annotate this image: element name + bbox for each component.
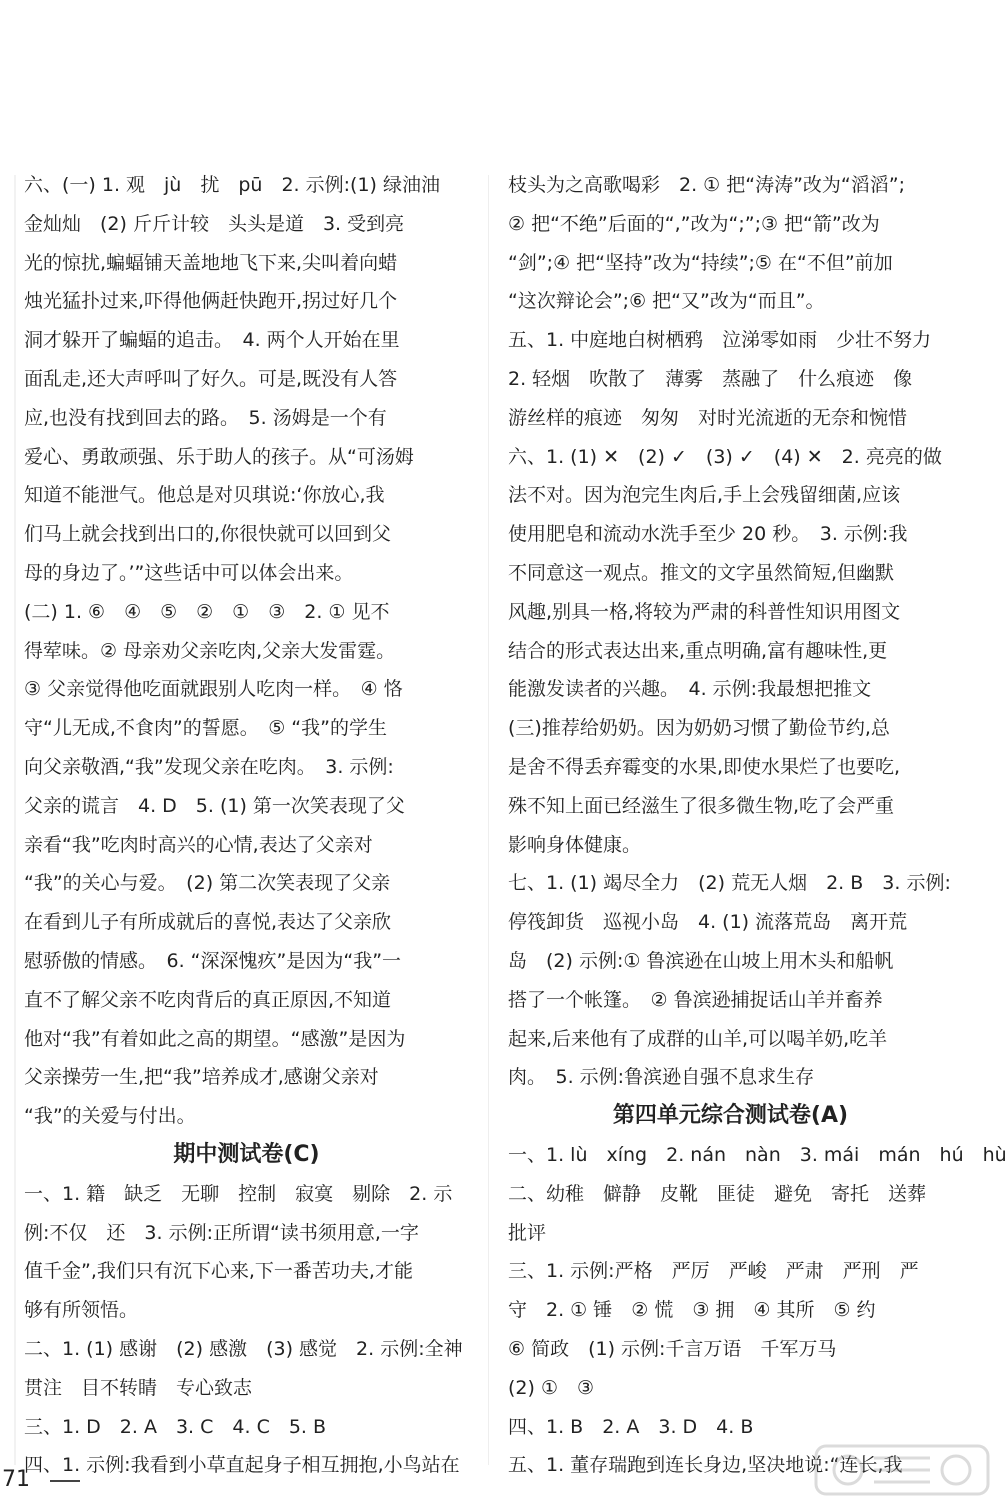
answer-line: 使用肥皂和流动水洗手至少 20 秒。 3. 示例:我 <box>508 523 908 546</box>
answer-line: ③ 父亲觉得他吃面就跟别人吃肉一样。 ④ 恪 <box>24 678 403 701</box>
answer-line: 2. 轻烟 吹散了 薄雾 蒸融了 什么痕迹 像 <box>508 367 913 390</box>
answer-line: 他对“我”有着如此之高的期望。“感激”是因为 <box>24 1027 406 1050</box>
answer-line: 影响身体健康。 <box>508 833 642 856</box>
answer-line: 面乱走,还大声呼叫了好久。可是,既没有人答 <box>24 367 398 390</box>
right-column <box>508 166 1007 1485</box>
answer-line: 搭了一个帐篷。 ② 鲁滨逊捕捉话山羊并畜养 <box>508 988 883 1011</box>
answer-line: 爱心、勇敢顽强、乐于助人的孩子。从“可汤姆 <box>24 445 414 468</box>
answer-line: 在看到儿子有所成就后的喜悦,表达了父亲欣 <box>24 911 392 934</box>
answer-line: 应,也没有找到回去的路。 5. 汤姆是一个有 <box>24 406 387 429</box>
answer-line: ② 把“不绝”后面的“,”改为“;”;③ 把“箭”改为 <box>508 212 880 235</box>
answer-line: 洞才躲开了蝙蝠的追击。 4. 两个人开始在里 <box>24 329 400 352</box>
answer-line: “我”的关爱与付出。 <box>24 1105 196 1128</box>
answer-line: 守 2. ① 锤 ② 慌 ③ 拥 ④ 其所 ⑤ 约 <box>508 1299 876 1322</box>
answer-line: (三)推荐给奶奶。因为奶奶习惯了勤俭节约,总 <box>508 717 890 740</box>
answer-line: 一、1. lù xíng 2. nán nàn 3. mái mán hú hù <box>508 1143 1007 1166</box>
page-number-dash <box>50 1480 80 1482</box>
answer-line: 殊不知上面已经滋生了很多微生物,吃了会严重 <box>508 794 895 817</box>
answer-line: 们马上就会找到出口的,你很快就可以回到父 <box>24 523 392 546</box>
answer-line: 一、1. 籍 缺乏 无聊 控制 寂寞 剔除 2. 示 <box>24 1182 453 1205</box>
answer-line: 直不了解父亲不吃肉背后的真正原因,不知道 <box>24 988 392 1011</box>
answer-line: 五、1. 中庭地白树栖鸦 泣涕零如雨 少壮不努力 <box>508 329 932 352</box>
answer-line: 二、1. (1) 感谢 (2) 感激 (3) 感觉 2. 示例:全神 <box>24 1337 463 1360</box>
answer-line: ⑥ 简政 (1) 示例:千言万语 千军万马 <box>508 1337 837 1360</box>
answer-line: 贯注 目不转睛 专心致志 <box>24 1376 253 1399</box>
answer-line: “我”的关心与爱。 (2) 第二次笑表现了父亲 <box>24 872 391 895</box>
answer-line: 游丝样的痕迹 匆匆 对时光流逝的无奈和惋惜 <box>508 406 908 429</box>
answer-line: 慰骄傲的情感。 6. “深深愧疚”是因为“我”一 <box>24 949 402 972</box>
answer-line: 起来,后来他有了成群的山羊,可以喝羊奶,吃羊 <box>508 1027 888 1050</box>
answer-line: 是舍不得丢弃霉变的水果,即使水果烂了也要吃, <box>508 755 901 778</box>
answer-line: (2) ① ③ <box>508 1376 595 1399</box>
answer-line: 二、幼稚 僻静 皮靴 匪徒 避免 寄托 送葬 <box>508 1182 927 1205</box>
left-column <box>24 166 469 1485</box>
answer-line: 金灿灿 (2) 斤斤计较 头头是道 3. 受到亮 <box>24 212 405 235</box>
answer-line: 停筏卸货 巡视小岛 4. (1) 流落荒岛 离开荒 <box>508 911 908 934</box>
answer-line: 得荤味。② 母亲劝父亲吃肉,父亲大发雷霆。 <box>24 639 396 662</box>
section-heading: 第四单元综合测试卷(A) <box>612 1103 849 1129</box>
answer-line: 六、(一) 1. 观 jù 扰 pū 2. 示例:(1) 绿油油 <box>24 174 440 196</box>
answer-line: 父亲操劳一生,把“我”培养成才,感谢父亲对 <box>24 1066 379 1089</box>
answer-line: (二) 1. ⑥ ④ ⑤ ② ① ③ 2. ① 见不 <box>24 600 390 623</box>
page-edge-rule <box>14 175 16 1465</box>
answer-line: 例:不仅 还 3. 示例:正所谓“读书须用意,一字 <box>24 1221 419 1244</box>
answer-line: 三、1. D 2. A 3. C 4. C 5. B <box>24 1415 327 1438</box>
answer-line: 四、1. B 2. A 3. D 4. B <box>508 1415 754 1438</box>
section-heading: 期中测试卷(C) <box>173 1141 320 1167</box>
answer-line: 值千金”,我们只有沉下心来,下一番苦功夫,才能 <box>24 1260 413 1283</box>
answer-line: 能激发读者的兴趣。 4. 示例:我最想把推文 <box>508 678 872 701</box>
watermark-logo <box>812 1440 992 1500</box>
answer-line: 岛 (2) 示例:① 鲁滨逊在山坡上用木头和船帆 <box>508 949 894 972</box>
answer-line: 法不对。因为泡完生肉后,手上会残留细菌,应该 <box>508 484 901 507</box>
answer-line: 五、1. 董存瑞跑到连长身边,坚决地说:“连长,我 <box>508 1454 903 1477</box>
answer-line: 风趣,别具一格,将较为严肃的科普性知识用图文 <box>508 600 901 623</box>
answer-line: 六、1. (1) ✕ (2) ✓ (3) ✓ (4) ✕ 2. 亮亮的做 <box>508 445 942 468</box>
answer-line: 守“儿无成,不食肉”的誓愿。 ⑤ “我”的学生 <box>24 717 387 740</box>
answer-line: 亲看“我”吃肉时高兴的心情,表达了父亲对 <box>24 833 373 856</box>
answer-line: 不同意这一观点。推文的文字虽然简短,但幽默 <box>508 561 895 584</box>
answer-line: 肉。 5. 示例:鲁滨逊自强不息求生存 <box>508 1066 815 1089</box>
column-divider <box>488 175 489 1465</box>
answer-line: 烛光猛扑过来,吓得他俩赶快跑开,拐过好几个 <box>24 290 398 313</box>
answer-line: 向父亲敬酒,“我”发现父亲在吃肉。 3. 示例: <box>24 755 394 778</box>
answer-line: 够有所领悟。 <box>24 1299 139 1322</box>
answer-line: 三、1. 示例:严格 严厉 严峻 严肃 严刑 严 <box>508 1260 919 1283</box>
answer-line: 母的身边了。’”这些话中可以体会出来。 <box>24 561 354 584</box>
answer-line: 七、1. (1) 竭尽全力 (2) 荒无人烟 2. B 3. 示例: <box>508 872 951 895</box>
answer-line: 枝头为之高歌喝彩 2. ① 把“涛涛”改为“滔滔”; <box>508 174 906 196</box>
answer-line: “这次辩论会”;⑥ 把“又”改为“而且”。 <box>508 290 825 313</box>
answer-line: 光的惊扰,蝙蝠铺天盖地地飞下来,尖叫着向蜡 <box>24 251 398 274</box>
answer-line: 知道不能泄气。他总是对贝琪说:‘你放心,我 <box>24 484 385 507</box>
answer-line: 结合的形式表达出来,重点明确,富有趣味性,更 <box>508 639 888 662</box>
answer-line: 批评 <box>508 1221 547 1244</box>
answer-line: 四、1. 示例:我看到小草直起身子相互拥抱,小鸟站在 <box>24 1454 460 1477</box>
page-number: 71 <box>2 1467 30 1492</box>
answer-line: “剑”;④ 把“坚持”改为“持续”;⑤ 在“不但”前加 <box>508 251 893 274</box>
answer-line: 父亲的谎言 4. D 5. (1) 第一次笑表现了父 <box>24 794 405 817</box>
